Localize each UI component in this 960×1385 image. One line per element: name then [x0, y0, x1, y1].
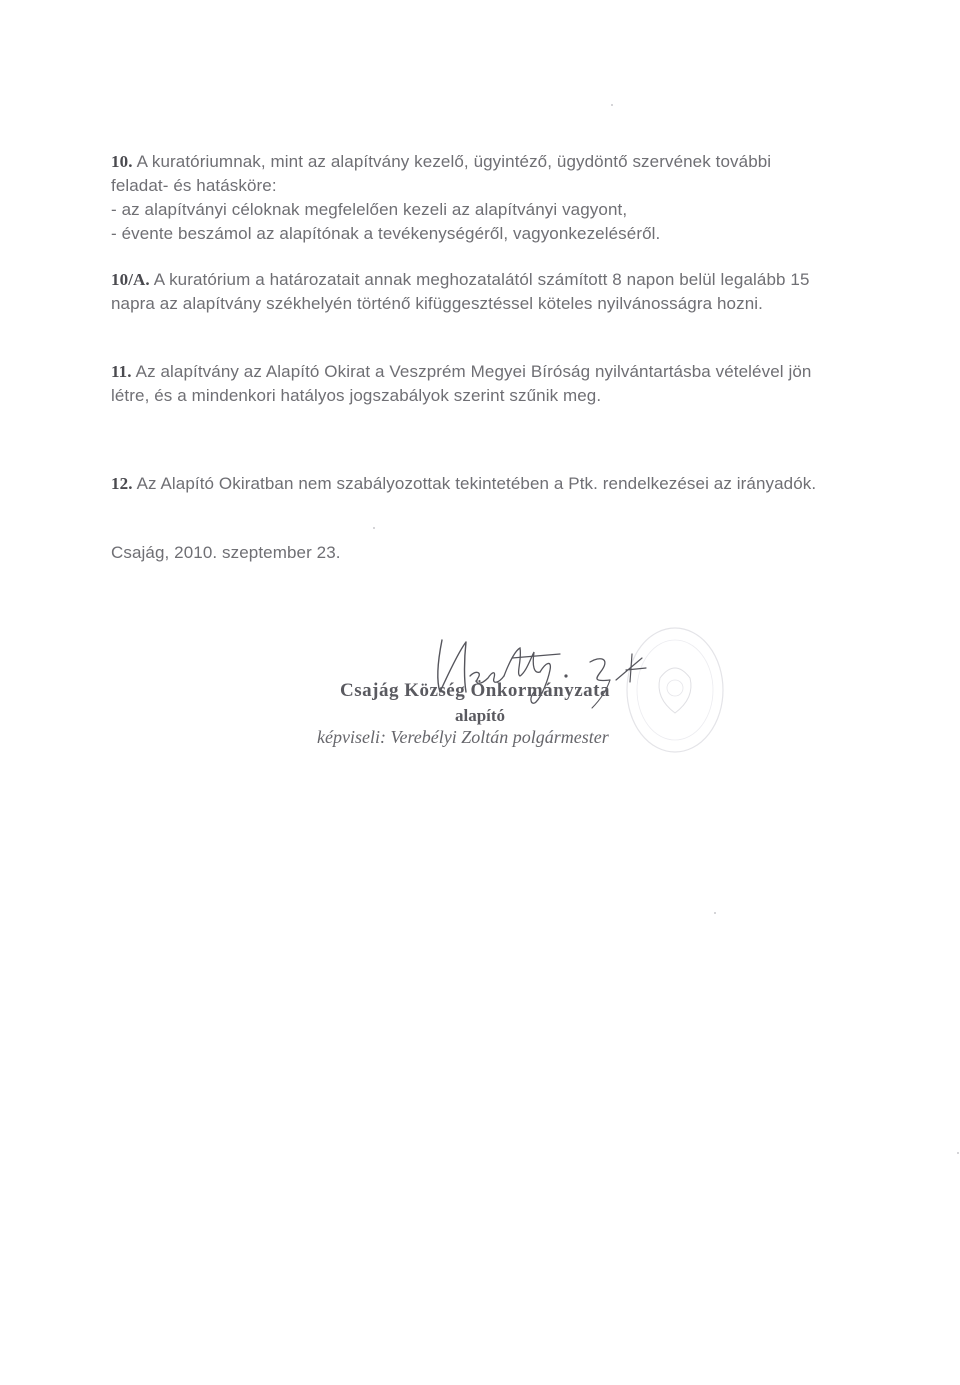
section-10 — [111, 150, 871, 246]
section-line: A kuratóriumnak, mint az alapítvány kezelő, ügyintéző, ügydöntő szervének további — [136, 152, 772, 171]
section-number: 10. — [111, 152, 133, 171]
section-number: 10/A. — [111, 270, 150, 289]
section-line: feladat- és hatásköre: — [111, 176, 277, 195]
representative-line: képviseli: Verebélyi Zoltán polgármester — [317, 727, 609, 747]
signature-block — [300, 630, 700, 790]
section-12 — [111, 472, 871, 496]
signatory-role: alapító — [455, 706, 506, 725]
scan-speck — [957, 1152, 959, 1154]
section-line: létre, és a mindenkori hatályos jogszabályok szerint szűnik meg. — [111, 386, 602, 405]
date-line: Csajág, 2010. szeptember 23. — [111, 543, 341, 562]
section-line: - az alapítványi céloknak megfelelően kezeli az alapítványi vagyont, — [111, 200, 628, 219]
organization-name: Csajág Község Önkormányzata — [340, 680, 610, 701]
scan-speck — [714, 912, 716, 914]
scan-speck — [611, 104, 613, 106]
section-line: Az Alapító Okiratban nem szabályozottak tekintetében a Ptk. rendelkezései az irányadók. — [136, 474, 817, 493]
section-line: Az alapítvány az Alapító Okirat a Veszprém Megyei Bíróság nyilvántartásba vételével jön — [135, 362, 812, 381]
section-line: A kuratórium a határozatait annak meghozatalától számított 8 napon belül legalább 15 — [153, 270, 810, 289]
section-number: 12. — [111, 474, 133, 493]
section-line: napra az alapítvány székhelyén történő kifüggesztéssel köteles nyilvánosságra hozni. — [111, 294, 763, 313]
section-number: 11. — [111, 362, 132, 381]
section-11 — [111, 360, 871, 408]
scan-speck — [373, 527, 375, 529]
section-10a — [111, 268, 871, 316]
section-line: - évente beszámol az alapítónak a tevékenységéről, vagyonkezeléséről. — [111, 224, 661, 243]
